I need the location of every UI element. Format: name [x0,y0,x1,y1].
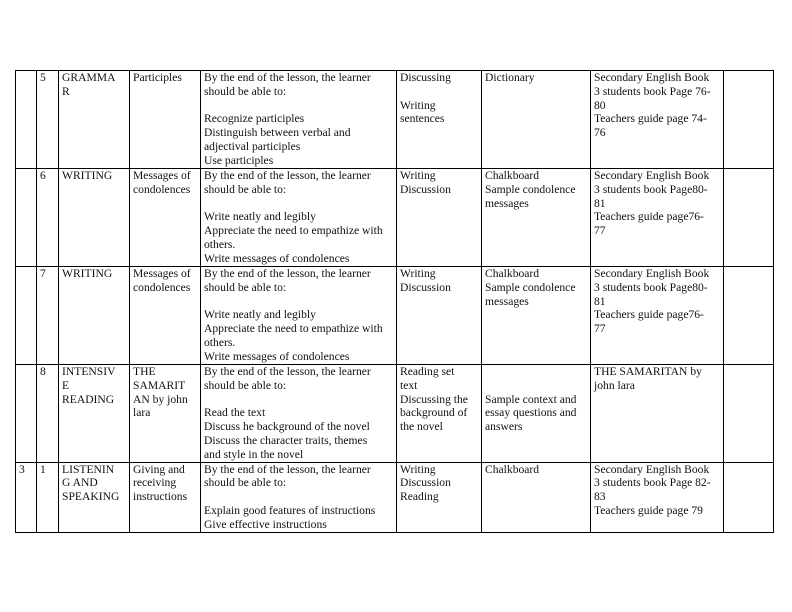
topic-cell: WRITING [59,267,130,365]
resources-cell: Dictionary [482,71,591,169]
remarks-cell [724,365,774,463]
topic-cell: LISTENIN G AND SPEAKING [59,462,130,532]
references-cell: THE SAMARITAN by john lara [591,365,724,463]
references-cell: Secondary English Book 3 students book Page 76- 80 Teachers guide page 74- 76 [591,71,724,169]
subtopic-cell: Messages of condolences [130,267,201,365]
objectives-cell: By the end of the lesson, the learner should be able to: Write neatly and legibly Appreciate the need to empathize with others. Write messages of condolences [201,169,397,267]
scheme-of-work-table [15,70,774,533]
topic-cell: WRITING [59,169,130,267]
subtopic-cell: THE SAMARIT AN by john lara [130,365,201,463]
subtopic-cell: Participles [130,71,201,169]
resources-cell: Chalkboard Sample condolence messages [482,169,591,267]
week-cell [16,267,37,365]
objectives-cell: By the end of the lesson, the learner should be able to: Recognize participles Distinguish between verbal and adjectival participles Use participles [201,71,397,169]
activities-cell: Writing Discussion [397,169,482,267]
table-row [16,71,774,169]
table-row [16,267,774,365]
week-cell [16,71,37,169]
week-cell: 3 [16,462,37,532]
resources-cell: Sample context and essay questions and answers [482,365,591,463]
activities-cell: Reading set text Discussing the background of the novel [397,365,482,463]
lesson-cell: 1 [37,462,59,532]
activities-cell: Writing Discussion Reading [397,462,482,532]
table-row [16,169,774,267]
subtopic-cell: Messages of condolences [130,169,201,267]
lesson-cell: 7 [37,267,59,365]
activities-cell: Writing Discussion [397,267,482,365]
week-cell [16,365,37,463]
topic-cell: GRAMMA R [59,71,130,169]
lesson-cell: 5 [37,71,59,169]
objectives-cell: By the end of the lesson, the learner should be able to: Explain good features of instructions Give effective instructions [201,462,397,532]
table-row [16,365,774,463]
table-row [16,462,774,532]
references-cell: Secondary English Book 3 students book Page 82- 83 Teachers guide page 79 [591,462,724,532]
remarks-cell [724,267,774,365]
references-cell: Secondary English Book 3 students book Page80- 81 Teachers guide page76- 77 [591,267,724,365]
objectives-cell: By the end of the lesson, the learner should be able to: Write neatly and legibly Appreciate the need to empathize with others. Write messages of condolences [201,267,397,365]
lesson-cell: 8 [37,365,59,463]
resources-cell: Chalkboard [482,462,591,532]
resources-cell: Chalkboard Sample condolence messages [482,267,591,365]
subtopic-cell: Giving and receiving instructions [130,462,201,532]
remarks-cell [724,462,774,532]
activities-cell: Discussing Writing sentences [397,71,482,169]
objectives-cell: By the end of the lesson, the learner should be able to: Read the text Discuss he background of the novel Discuss the character traits, themes and style in the novel [201,365,397,463]
topic-cell: INTENSIV E READING [59,365,130,463]
week-cell [16,169,37,267]
remarks-cell [724,169,774,267]
remarks-cell [724,71,774,169]
references-cell: Secondary English Book 3 students book Page80- 81 Teachers guide page76- 77 [591,169,724,267]
lesson-cell: 6 [37,169,59,267]
